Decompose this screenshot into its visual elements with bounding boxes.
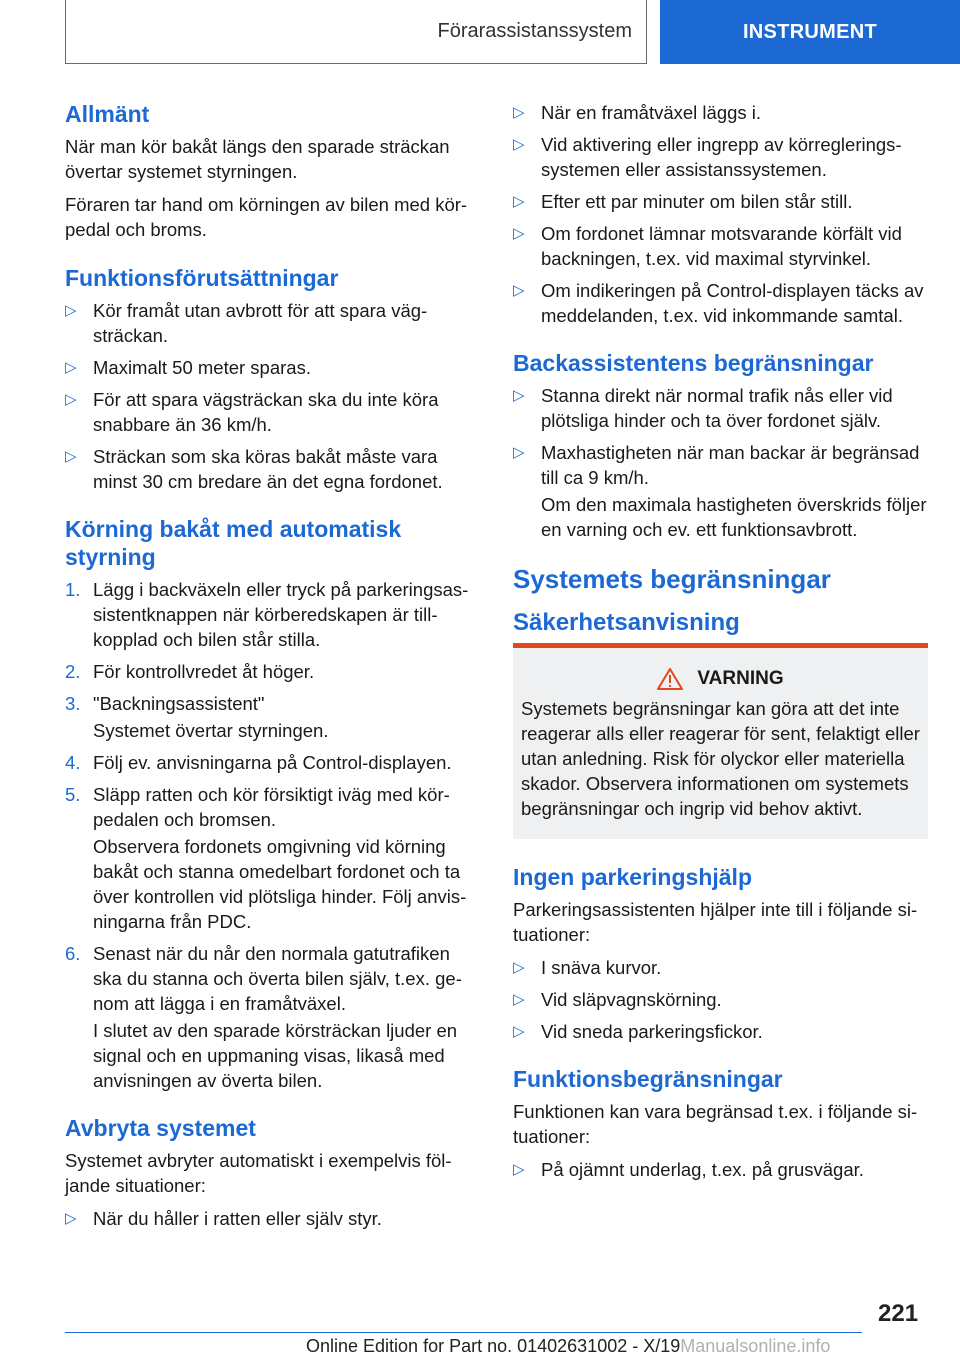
footer-divider	[65, 1332, 862, 1333]
heading-backassistent: Backassistentens begränsningar	[513, 350, 874, 376]
triangle-bullet-icon: ▷	[513, 225, 525, 242]
list-item: ▷ Vid släpvagnskörning.	[513, 989, 722, 1010]
heading-sakerhetsanvisning: Säkerhetsanvisning	[513, 609, 740, 636]
heading-ingen-parkeringshjalp: Ingen parkeringshjälp	[513, 864, 752, 890]
list-item: ▷ På ojämnt underlag, t.ex. på grusvägar.	[513, 1159, 864, 1180]
list-item: ▷ Maximalt 50 meter sparas.	[65, 357, 311, 378]
left-column	[65, 100, 480, 1238]
list-item: ▷ Maxhastigheten när man backar är begränsad till ca 9 km/h.	[513, 442, 920, 488]
heading-korning-bakat: Körning bakåt med automatisk styrning	[65, 516, 402, 570]
warning-title: VARNING	[697, 668, 784, 689]
step-item: 6. Senast när du når den normala gatutrafiken ska du stanna och överta bilen själv, t.ex. genom att lägga i en framåtväxel.	[65, 943, 462, 1014]
list-item: ▷ I snäva kurvor.	[513, 957, 662, 978]
list-item: ▷ Efter ett par minuter om bilen står still.	[513, 191, 853, 212]
warning-text: Systemets begränsningar kan göra att det inte reagerar alls eller reagerar för sent, felaktigt eller utan anledning. Risk för olyckor eller materiella skador. Observera informationen om systemets begränsningar och ingrip vid behov aktivt.	[521, 698, 920, 819]
triangle-bullet-icon: ▷	[513, 104, 525, 121]
list-note: Om den maximala hastigheten överskrids följer en varning och ev. ett funktionsavbrott.	[541, 494, 927, 540]
triangle-bullet-icon: ▷	[513, 444, 525, 461]
triangle-bullet-icon: ▷	[65, 1210, 77, 1227]
triangle-bullet-icon: ▷	[513, 1023, 525, 1040]
header-chapter-tab[interactable]	[660, 0, 960, 64]
list-item: ▷ Vid aktivering eller ingrepp av körregleringssystemen eller assistanssystemen.	[513, 134, 902, 180]
footer-edition: Online Edition for Part no. 01402631002 - X/19	[306, 1336, 681, 1356]
triangle-bullet-icon: ▷	[65, 391, 77, 408]
list-item: ▷ Om indikeringen på Control-displayen täcks av meddelanden, t.ex. vid inkommande samtal.	[513, 280, 924, 326]
triangle-bullet-icon: ▷	[513, 991, 525, 1008]
list-item: ▷ För att spara vägsträckan ska du inte köra snabbare än 36 km/h.	[65, 389, 439, 435]
step-item: 3. "Backningsassistent"	[65, 693, 265, 714]
triangle-bullet-icon: ▷	[513, 959, 525, 976]
step-item: 1. Lägg i backväxeln eller tryck på parkeringsassistentknappen när körberedskapen är tillkopplad och bilen står stilla.	[65, 579, 469, 650]
warning-triangle-icon	[657, 668, 683, 690]
triangle-bullet-icon: ▷	[513, 387, 525, 404]
paragraph: Parkeringsassistenten hjälper inte till i följande situationer:	[513, 899, 918, 945]
header-section	[65, 0, 647, 64]
paragraph: Föraren tar hand om körningen av bilen med körpedal och broms.	[65, 194, 468, 240]
triangle-bullet-icon: ▷	[513, 1161, 525, 1178]
list-item: ▷ Stanna direkt när normal trafik nås eller vid plötsliga hinder och ta över fordonet själv.	[513, 385, 893, 431]
triangle-bullet-icon: ▷	[513, 193, 525, 210]
list-item: ▷ Kör framåt utan avbrott för att spara vägsträckan.	[65, 300, 428, 346]
heading-funktionsbegransningar: Funktionsbegränsningar	[513, 1066, 783, 1092]
paragraph: Systemet avbryter automatiskt i exempelvis följande situationer:	[65, 1150, 452, 1196]
list-item: ▷ När en framåtväxel läggs i.	[513, 102, 762, 123]
heading-funktionsforutsattningar: Funktionsförutsättningar	[65, 265, 339, 291]
step-item: 5. Släpp ratten och kör försiktigt iväg med körpedalen och bromsen.	[65, 784, 450, 830]
paragraph: Funktionen kan vara begränsad t.ex. i följande situationer:	[513, 1101, 918, 1147]
heading-avbryta: Avbryta systemet	[65, 1115, 256, 1141]
right-column	[513, 100, 928, 1189]
triangle-bullet-icon: ▷	[513, 136, 525, 153]
list-item: ▷ Vid sneda parkeringsfickor.	[513, 1021, 763, 1042]
step-note: I slutet av den sparade körsträckan ljuder en signal och en uppmaning visas, likaså med anvisningen av överta bilen.	[93, 1020, 458, 1091]
heading-allmant: Allmänt	[65, 101, 150, 127]
list-item: ▷ Sträckan som ska köras bakåt måste vara minst 30 cm bredare än det egna fordonet.	[65, 446, 443, 492]
list-item: ▷ Om fordonet lämnar motsvarande körfält vid backningen, t.ex. vid maximal styrvinkel.	[513, 223, 902, 269]
triangle-bullet-icon: ▷	[513, 282, 525, 299]
triangle-bullet-icon: ▷	[65, 359, 77, 376]
triangle-bullet-icon: ▷	[65, 448, 77, 465]
footer	[306, 1336, 830, 1357]
step-item: 4. Följ ev. anvisningarna på Control-displayen.	[65, 752, 452, 773]
list-item: ▷ När du håller i ratten eller själv styr.	[65, 1208, 382, 1229]
step-note: Observera fordonets omgivning vid körning bakåt och stanna omedelbart fordonet och ta över kontrollen vid plötsliga hinder. Följ anvisningarna från PDC.	[93, 836, 467, 932]
page-number: 221	[878, 1300, 919, 1327]
heading-systemets-begransningar: Systemets begränsningar	[513, 564, 831, 594]
footer-watermark: Manualsonline.info	[680, 1336, 831, 1356]
header-section-title: Förarassistanssystem	[437, 20, 632, 42]
warning-box	[513, 643, 928, 839]
triangle-bullet-icon: ▷	[65, 302, 77, 319]
header-chapter-title: INSTRUMENT	[742, 20, 878, 43]
paragraph: När man kör bakåt längs den sparade sträckan övertar systemet styrningen.	[65, 136, 450, 182]
step-item: 2. För kontrollvredet åt höger.	[65, 661, 315, 682]
step-note: Systemet övertar styrningen.	[93, 720, 329, 741]
warning-header	[521, 668, 920, 690]
